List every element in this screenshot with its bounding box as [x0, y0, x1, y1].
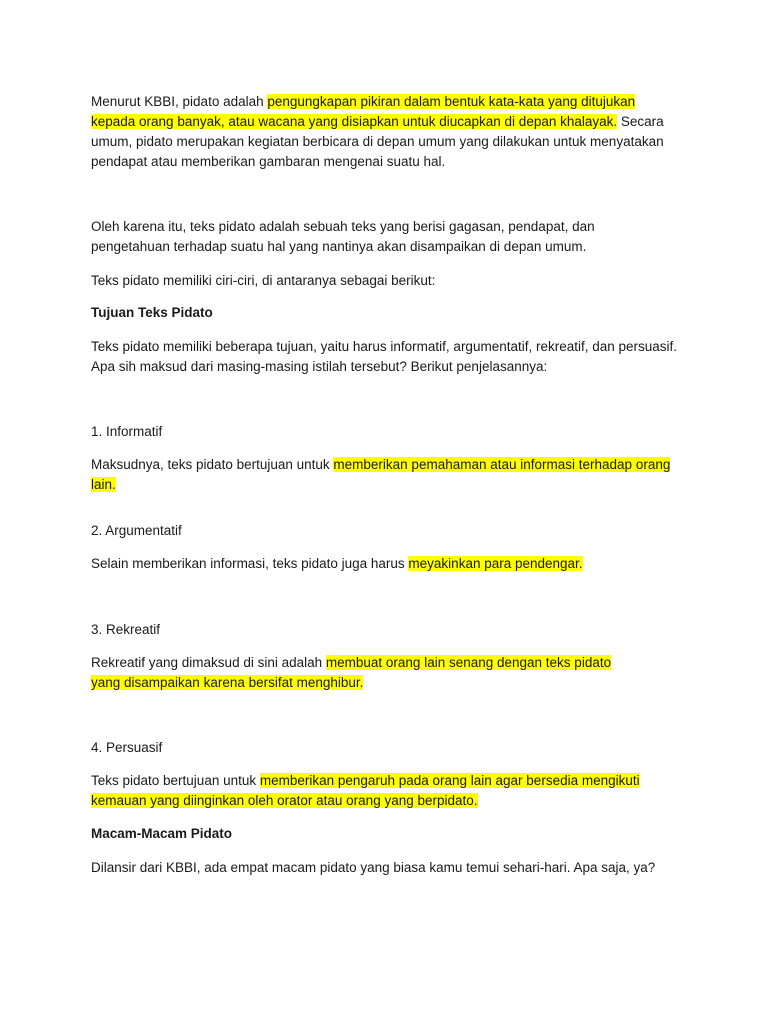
definition-paragraph: Oleh karena itu, teks pidato adalah sebuah teks yang berisi gagasan, pendapat, dan pengetahuan terhadap suatu hal yang nantinya akan disampaikan di depan umum. [91, 219, 595, 254]
item-body-informatif [91, 455, 691, 495]
intro-paragraph [91, 92, 671, 172]
intro-text-after: Secara umum, pidato merupakan kegiatan berbicara di depan umum yang dilakukan untuk menyatakan pendapat atau memberikan gambaran mengenai suatu hal. [91, 114, 664, 169]
heading-tujuan: Tujuan Teks Pidato [91, 305, 213, 320]
item-title-persuasif: 4. Persuasif [91, 740, 163, 755]
item-body-text: Teks pidato bertujuan untuk [91, 773, 260, 788]
item-body-highlight: membuat orang lain senang dengan teks pidato yang disampaikan karena bersifat menghibur. [91, 655, 612, 690]
tujuan-intro-paragraph: Teks pidato memiliki beberapa tujuan, yaitu harus informatif, argumentatif, rekreatif, dan persuasif. Apa sih maksud dari masing-masing istilah tersebut? Berikut penjelasannya: [91, 339, 678, 374]
intro-highlight: pengungkapan pikiran dalam bentuk kata-kata yang ditujukan kepada orang banyak, atau wacana yang disiapkan untuk diucapkan di depan khalayak. [91, 94, 636, 129]
item-title-rekreatif: 3. Rekreatif [91, 622, 161, 637]
item-body-rekreatif [91, 653, 631, 693]
item-body-text: Rekreatif yang dimaksud di sini adalah [91, 655, 326, 670]
item-body-argumentatif [91, 554, 691, 574]
item-body-text: Selain memberikan informasi, teks pidato juga harus [91, 556, 409, 571]
item-body-highlight: memberikan pengaruh pada orang lain agar bersedia mengikuti kemauan yang diinginkan oleh orator atau orang yang berpidato. [91, 773, 640, 808]
traits-intro-paragraph: Teks pidato memiliki ciri-ciri, di antaranya sebagai berikut: [91, 273, 436, 288]
item-body-highlight: memberikan pemahaman atau informasi terhadap orang lain. [91, 457, 671, 492]
intro-text-before: Menurut KBBI, pidato adalah [91, 94, 268, 109]
item-title-informatif: 1. Informatif [91, 424, 163, 439]
item-title-argumentatif: 2. Argumentatif [91, 523, 182, 538]
macam-intro-paragraph: Dilansir dari KBBI, ada empat macam pidato yang biasa kamu temui sehari-hari. Apa saja, ya? [91, 860, 656, 875]
heading-macam: Macam-Macam Pidato [91, 826, 233, 841]
item-body-text: Maksudnya, teks pidato bertujuan untuk [91, 457, 334, 472]
item-body-highlight: meyakinkan para pendengar. [408, 556, 583, 571]
item-body-persuasif [91, 771, 681, 811]
